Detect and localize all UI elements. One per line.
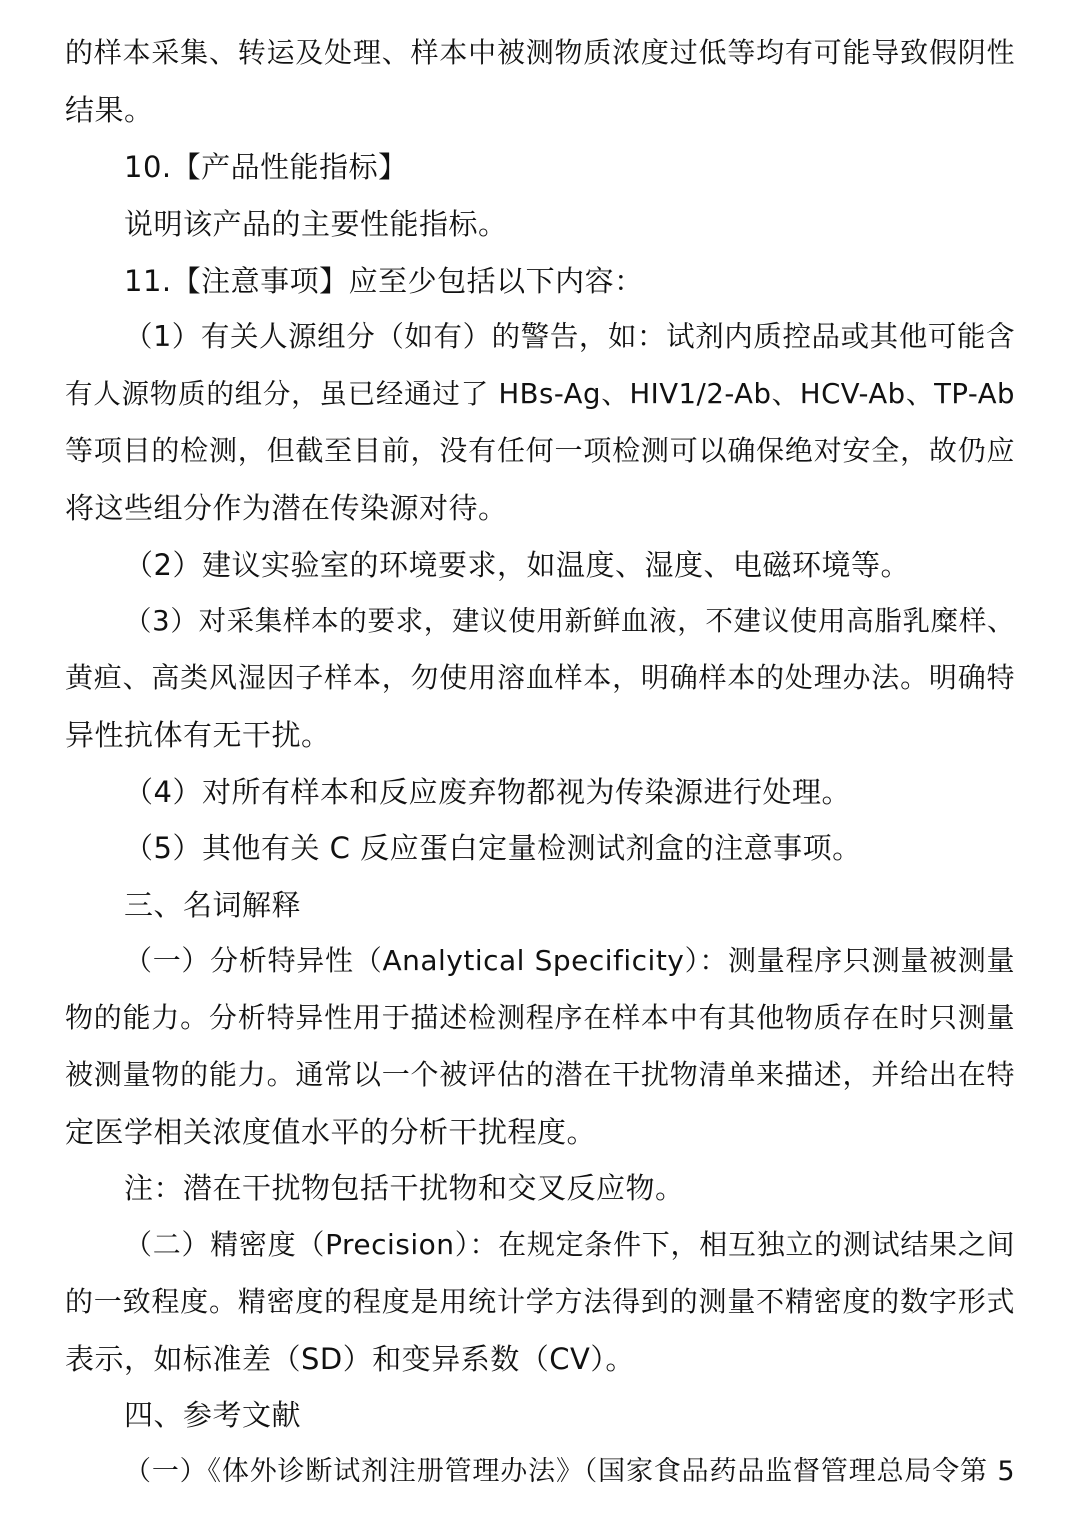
paragraph-line: （1）有关人源组分（如有）的警告，如：试剂内质控品或其他可能含: [124, 320, 1015, 353]
paragraph-line: 的一致程度。精密度的程度是用统计学方法得到的测量不精密度的数字形式: [65, 1285, 1015, 1318]
paragraph-line: 结果。: [65, 93, 154, 127]
paragraph-line: 异性抗体有无干扰。: [65, 718, 331, 752]
paragraph-line: 表示，如标准差（SD）和变异系数（CV）。: [65, 1342, 635, 1376]
paragraph-line: （5）其他有关 C 反应蛋白定量检测试剂盒的注意事项。: [124, 831, 862, 865]
paragraph-line: 黄疸、高类风湿因子样本，勿使用溶血样本，明确样本的处理办法。明确特: [65, 661, 1015, 694]
paragraph-line: （一）分析特异性（Analytical Specificity）：测量程序只测量被测量: [124, 944, 1015, 977]
paragraph-line: 说明该产品的主要性能指标。: [124, 207, 508, 241]
paragraph-line: 有人源物质的组分，虽已经通过了 HBs-Ag、HIV1/2-Ab、HCV-Ab、TP-Ab: [65, 378, 1015, 410]
section-heading-references: 四、参考文献: [124, 1398, 302, 1432]
paragraph-line: 等项目的检测，但截至目前，没有任何一项检测可以确保绝对安全，故仍应: [65, 434, 1015, 467]
section-heading-performance: 10.【产品性能指标】: [124, 150, 408, 184]
note-line: 注：潜在干扰物包括干扰物和交叉反应物。: [124, 1171, 685, 1205]
paragraph-line: 将这些组分作为潜在传染源对待。: [65, 491, 508, 525]
paragraph-line: （3）对采集样本的要求，建议使用新鲜血液，不建议使用高脂乳糜样、: [124, 605, 1015, 637]
paragraph-line: （二）精密度（Precision）：在规定条件下，相互独立的测试结果之间: [124, 1228, 1015, 1261]
paragraph-line: 被测量物的能力。通常以一个被评估的潜在干扰物清单来描述，并给出在特: [65, 1058, 1015, 1091]
paragraph-line: 物的能力。分析特异性用于描述检测程序在样本中有其他物质存在时只测量: [65, 1001, 1015, 1034]
paragraph-line: 定医学相关浓度值水平的分析干扰程度。: [65, 1115, 597, 1149]
section-heading-precautions: 11.【注意事项】应至少包括以下内容：: [124, 264, 644, 298]
section-heading-definitions: 三、名词解释: [124, 888, 302, 922]
reference-line: （一）《体外诊断试剂注册管理办法》（国家食品药品监督管理总局令第 5: [124, 1456, 1015, 1487]
paragraph-line: 的样本采集、转运及处理、样本中被测物质浓度过低等均有可能导致假阴性: [65, 36, 1015, 69]
paragraph-line: （2）建议实验室的环境要求，如温度、湿度、电磁环境等。: [124, 548, 910, 582]
paragraph-line: （4）对所有样本和反应废弃物都视为传染源进行处理。: [124, 775, 851, 809]
